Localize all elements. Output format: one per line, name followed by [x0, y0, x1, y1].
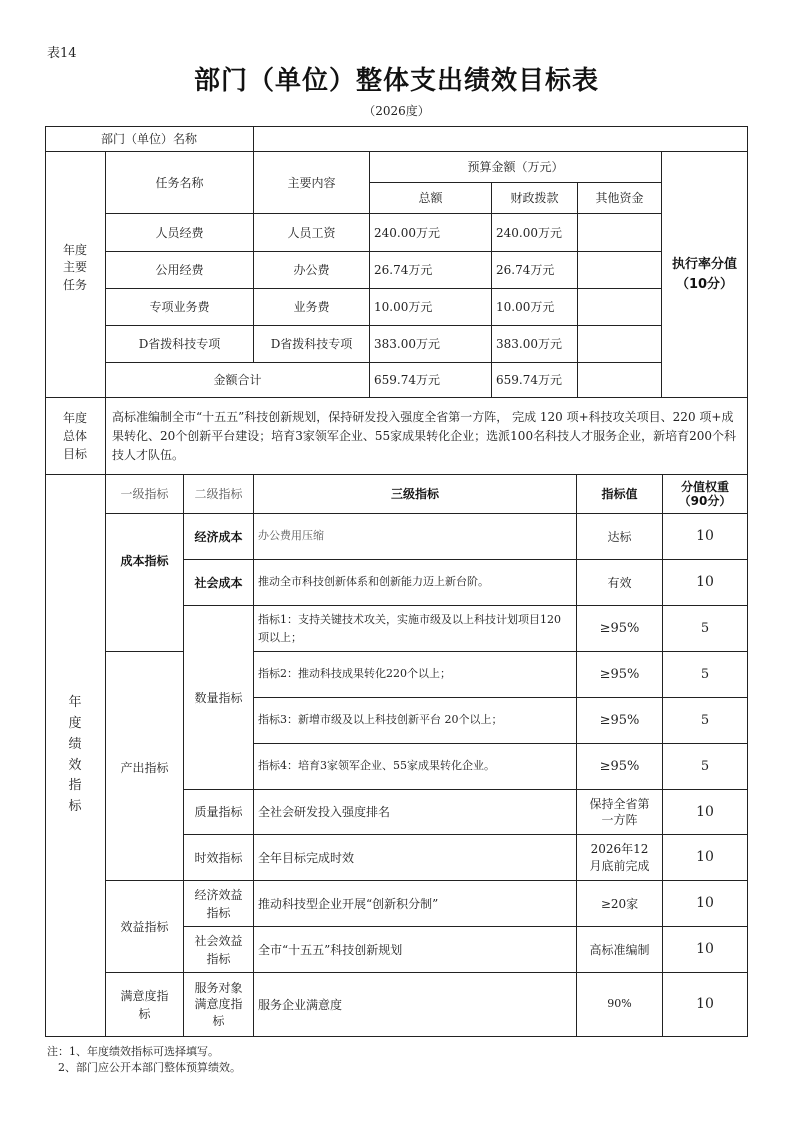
indicator-value: 保持全省第一方阵: [577, 790, 663, 835]
level3-indicator: 推动全市科技创新体系和创新能力迈上新台阶。: [254, 560, 577, 606]
indicator-value: ≥95%: [577, 606, 663, 652]
indicator-value: 有效: [577, 560, 663, 606]
indicator-weight: 5: [663, 606, 748, 652]
year-label: （2026度）: [363, 104, 430, 118]
task-content: 人员工资: [254, 214, 370, 252]
header-fiscal: 财政拨款: [492, 183, 578, 214]
task-name: D省拨科技专项: [106, 326, 254, 363]
level1-cost: 成本指标: [106, 514, 184, 652]
annual-goal-text: 高标准编制全市“十五五”科技创新规划，保持研发投入强度全省第一方阵， 完成 120 项+科技攻关项目、220 项+成果转化、20个创新平台建设；培育3家领军企业、55家成果转化企业；选派100名科技人才服务企业，新培育200个科技人才队伍。: [106, 398, 748, 475]
level1-benefit: 效益指标: [106, 881, 184, 973]
indicator-value: 高标准编制: [577, 927, 663, 973]
task-other: [578, 326, 662, 363]
level2-quantity: 数量指标: [184, 606, 254, 790]
indicator-value: ≥20家: [577, 881, 663, 927]
level3-indicator: 指标1：支持关键技术攻关，实施市级及以上科技计划项目120项以上；: [254, 606, 577, 652]
indicator-value: ≥95%: [577, 744, 663, 790]
task-other: [578, 289, 662, 326]
level1-output: 产出指标: [106, 652, 184, 881]
indicator-weight: 5: [663, 652, 748, 698]
header-total: 总额: [370, 183, 492, 214]
indicator-weight: 5: [663, 698, 748, 744]
indicator-weight: 10: [663, 835, 748, 881]
level3-indicator: 办公费用压缩: [254, 514, 577, 560]
task-total: 10.00万元: [370, 289, 492, 326]
indicator-value: 2026年12月底前完成: [577, 835, 663, 881]
indicator-weight: 10: [663, 973, 748, 1037]
indicator-weight: 10: [663, 514, 748, 560]
indicator-weight: 10: [663, 560, 748, 606]
task-fiscal: 10.00万元: [492, 289, 578, 326]
level3-indicator: 全社会研发投入强度排名: [254, 790, 577, 835]
level2-economic-benefit: 经济效益指标: [184, 881, 254, 927]
task-fiscal: 240.00万元: [492, 214, 578, 252]
note-1: 注：1、年度绩效指标可选择填写。: [47, 1045, 219, 1058]
task-fiscal: 26.74万元: [492, 252, 578, 289]
task-total: 240.00万元: [370, 214, 492, 252]
header-level2: 二级指标: [184, 475, 254, 514]
header-weight: 分值权重（90分）: [663, 475, 748, 514]
task-name: 专项业务费: [106, 289, 254, 326]
task-content: 办公费: [254, 252, 370, 289]
annual-performance-label: 年度绩效指标: [45, 475, 106, 1037]
indicator-value: ≥95%: [577, 698, 663, 744]
indicator-weight: 10: [663, 790, 748, 835]
level2-service-satisfaction: 服务对象满意度指标: [184, 973, 254, 1037]
annual-goal-label: 年度总体目标: [45, 398, 106, 475]
header-level3: 三级指标: [254, 475, 577, 514]
level2-timeliness: 时效指标: [184, 835, 254, 881]
level2-social-cost: 社会成本: [184, 560, 254, 606]
header-budget: 预算金额（万元）: [370, 152, 662, 183]
table-number: 表14: [47, 46, 77, 61]
sum-total: 659.74万元: [370, 363, 492, 398]
level3-indicator: 推动科技型企业开展“创新积分制”: [254, 881, 577, 927]
task-other: [578, 214, 662, 252]
level3-indicator: 指标4：培育3家领军企业、55家成果转化企业。: [254, 744, 577, 790]
level1-satisfaction: 满意度指标: [106, 973, 184, 1037]
header-task-name: 任务名称: [106, 152, 254, 214]
dept-name-label: 部门（单位）名称: [45, 126, 254, 152]
page-title: 部门（单位）整体支出绩效目标表: [193, 66, 599, 96]
indicator-value: ≥95%: [577, 652, 663, 698]
header-other: 其他资金: [578, 183, 662, 214]
sum-other: [578, 363, 662, 398]
level3-indicator: 指标2：推动科技成果转化220个以上；: [254, 652, 577, 698]
level3-indicator: 全年目标完成时效: [254, 835, 577, 881]
level3-indicator: 全市“十五五”科技创新规划: [254, 927, 577, 973]
sum-fiscal: 659.74万元: [492, 363, 578, 398]
header-content: 主要内容: [254, 152, 370, 214]
header-level1: 一级指标: [106, 475, 184, 514]
indicator-value: 90%: [577, 973, 663, 1037]
note-2: 2、部门应公开本部门整体预算绩效。: [58, 1061, 241, 1074]
task-content: 业务费: [254, 289, 370, 326]
task-name: 公用经费: [106, 252, 254, 289]
level2-social-benefit: 社会效益指标: [184, 927, 254, 973]
level2-quality: 质量指标: [184, 790, 254, 835]
dept-name-value[interactable]: [254, 126, 748, 152]
task-other: [578, 252, 662, 289]
annual-tasks-label: 年度 主要 任务: [45, 152, 106, 398]
indicator-weight: 10: [663, 927, 748, 973]
indicator-value: 达标: [577, 514, 663, 560]
task-total: 383.00万元: [370, 326, 492, 363]
indicator-weight: 10: [663, 881, 748, 927]
task-content: D省拨科技专项: [254, 326, 370, 363]
indicator-weight: 5: [663, 744, 748, 790]
task-total: 26.74万元: [370, 252, 492, 289]
task-fiscal: 383.00万元: [492, 326, 578, 363]
sum-label: 金额合计: [106, 363, 370, 398]
task-name: 人员经费: [106, 214, 254, 252]
level2-economic-cost: 经济成本: [184, 514, 254, 560]
header-value: 指标值: [577, 475, 663, 514]
exec-rate-score: 执行率分值（10分）: [662, 152, 748, 398]
level3-indicator: 服务企业满意度: [254, 973, 577, 1037]
level3-indicator: 指标3：新增市级及以上科技创新平台 20个以上；: [254, 698, 577, 744]
